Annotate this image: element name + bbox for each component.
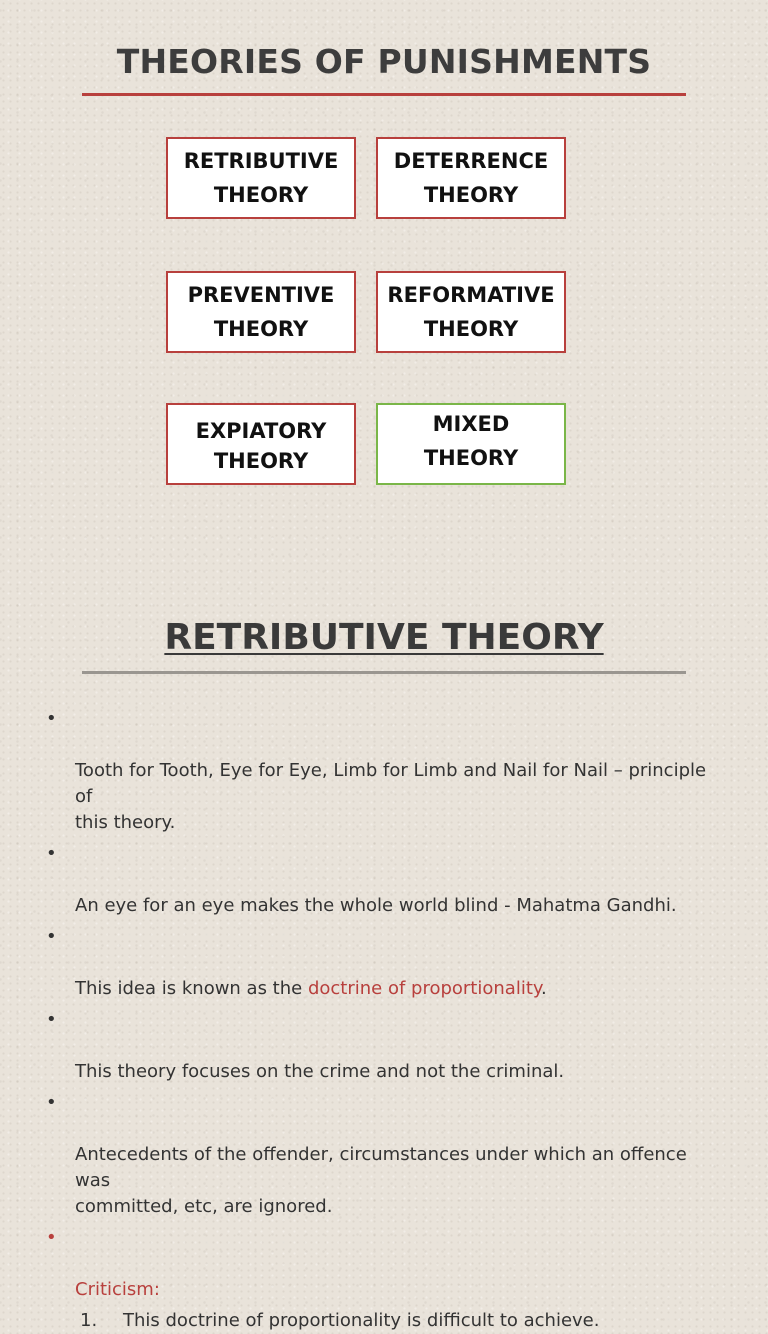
criticism-label: Criticism:	[75, 1279, 160, 1300]
highlighted-term: doctrine of proportionality	[307, 978, 541, 999]
theory-box-retributive: RETRIBUTIVE THEORY	[166, 137, 356, 219]
criticism-item	[44, 1308, 728, 1334]
slide-title: RETRIBUTIVE THEORY	[164, 617, 604, 658]
title-divider	[82, 93, 686, 96]
bullet-icon: •	[46, 1092, 57, 1113]
bullet-list	[44, 706, 728, 1334]
theory-box-preventive: PREVENTIVE THEORY	[166, 271, 356, 353]
theory-box-mixed: MIXED THEORY	[376, 403, 566, 485]
bullet-item	[44, 924, 728, 1002]
title-divider	[82, 671, 686, 674]
slide-title: THEORIES OF PUNISHMENTS	[116, 42, 652, 81]
theory-box-reformative: REFORMATIVE THEORY	[376, 271, 566, 353]
bullet-text: An eye for an eye makes the whole world blind - Mahatma Gandhi.	[75, 895, 677, 916]
bullet-item	[44, 841, 728, 919]
bullet-text-after: .	[540, 978, 547, 999]
bullet-icon: •	[46, 708, 57, 729]
bullet-text-before: This idea is known as the	[75, 978, 308, 999]
slide-theories-overview	[0, 0, 768, 560]
bullet-item	[44, 1090, 728, 1220]
bullet-icon: •	[46, 843, 57, 864]
bullet-icon: •	[46, 1009, 57, 1030]
slide-retributive-theory	[0, 600, 768, 1331]
item-text: This doctrine of proportionality is difficult to achieve.	[123, 1310, 600, 1331]
item-number: 1.	[80, 1310, 98, 1331]
bullet-text: Tooth for Tooth, Eye for Eye, Limb for Limb and Nail for Nail – principle of this theory.	[75, 760, 707, 833]
criticism-heading	[44, 1225, 728, 1303]
bullet-icon: •	[46, 926, 57, 947]
theory-box-deterrence: DETERRENCE THEORY	[376, 137, 566, 219]
bullet-text: Antecedents of the offender, circumstances under which an offence was committed, etc, are ignored.	[75, 1144, 687, 1217]
bullet-icon: •	[46, 1227, 57, 1248]
bullet-text: This theory focuses on the crime and not the criminal.	[75, 1061, 565, 1082]
bullet-item	[44, 706, 728, 836]
theory-box-expiatory: EXPIATORY THEORY	[166, 403, 356, 485]
bullet-item	[44, 1007, 728, 1085]
